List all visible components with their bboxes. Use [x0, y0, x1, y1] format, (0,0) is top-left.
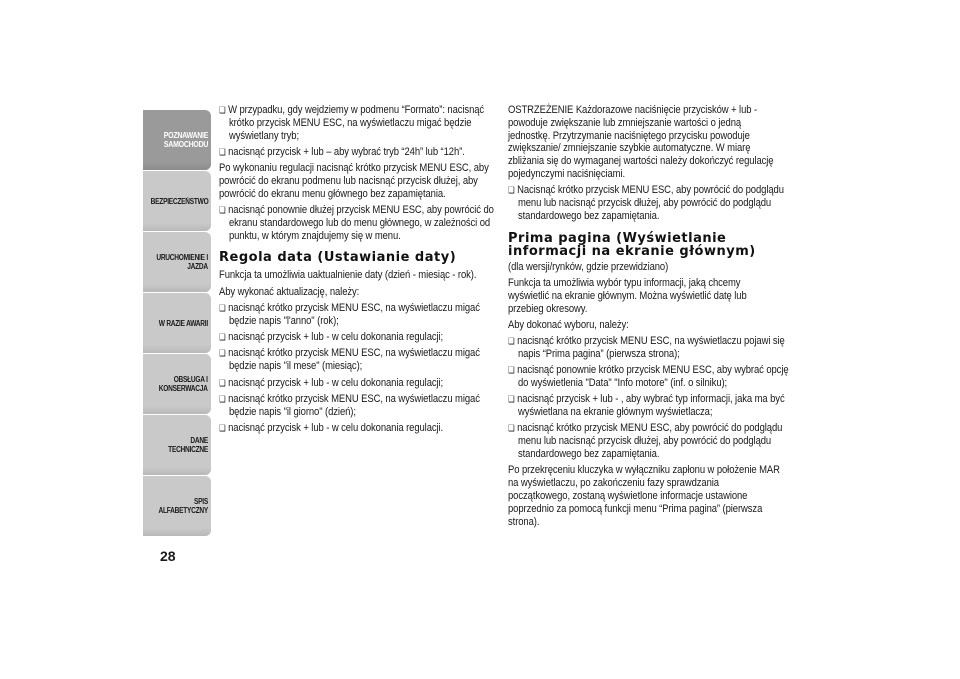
- list-item: ❏ nacisnąć przycisk + lub - w celu dokonania regulacji;: [219, 331, 503, 344]
- paragraph: Po wykonaniu regulacji nacisnąć krótko przycisk MENU ESC, aby powrócić do ekranu podmenu lub nacisnąć przycisk dłużej, aby powrócić do ekranu menu głównego bez zapamiętania.: [219, 162, 489, 200]
- tab-uruchomienie-i-jazda[interactable]: [143, 232, 211, 292]
- paragraph: Funkcja ta umożliwia uaktualnienie daty (dzień - miesiąc - rok).: [219, 269, 477, 282]
- tab-label: DANE TECHNICZNE: [168, 436, 208, 454]
- availability-note: (dla wersji/rynków, gdzie przewidziano): [508, 260, 669, 273]
- section-heading-prima-pagina: Prima pagina (Wyświetlanie informacji na ekranie głównym): [508, 230, 756, 259]
- list-item: ❏ nacisnąć krótko przycisk MENU ESC, na wyświetlaczu pojawi się napis “Prima pagina” (pierwsza strona);: [508, 335, 792, 361]
- list-item: ❏ nacisnąć ponownie dłużej przycisk MENU ESC, aby powrócić do ekranu standardowego lub do menu głównego, w zależności od punktu, w którym znajdujemy się w menu.: [219, 204, 503, 242]
- tab-label: POZNAWANIE SAMOCHODU: [163, 130, 208, 149]
- list-item: ❏ nacisnąć krótko przycisk MENU ESC, na wyświetlaczu migać będzie napis "il giorno" (dzień);: [219, 393, 503, 419]
- tab-bezpieczenstwo[interactable]: [143, 171, 211, 231]
- list-item: ❏ nacisnąć przycisk + lub – aby wybrać tryb “24h” lub “12h”.: [219, 146, 503, 159]
- section-heading-regola-data: Regola data (Ustawianie daty): [219, 250, 457, 266]
- list-item: ❏ nacisnąć ponownie krótko przycisk MENU ESC, aby wybrać opcję do wyświetlenia "Data" "Info motore" (inf. o silniku);: [508, 364, 792, 390]
- left-column: [219, 104, 494, 438]
- tab-label: OBSŁUGA I KONSERWACJA: [159, 375, 208, 393]
- tab-label: SPIS ALFABETYCZNY: [158, 497, 208, 515]
- list-item: ❏ Nacisnąć krótko przycisk MENU ESC, aby powrócić do podglądu menu lub nacisnąć przycisk dłużej, aby powrócić do podglądu standardowego bez zapamiętania.: [508, 184, 792, 222]
- right-column: [508, 104, 789, 532]
- tab-poznawanie-samochodu[interactable]: [143, 110, 211, 170]
- paragraph: Aby dokonać wyboru, należy:: [508, 318, 629, 331]
- chapter-tabs: [143, 110, 211, 537]
- page-number: 28: [160, 548, 176, 564]
- list-item: ❏ nacisnąć przycisk + lub - w celu dokonania regulacji.: [219, 422, 503, 435]
- tab-w-razie-awarii[interactable]: [143, 293, 211, 353]
- tab-obsluga-i-konserwacja[interactable]: [143, 354, 211, 414]
- tab-label: URUCHOMIENIE I JAZDA: [156, 253, 208, 271]
- tab-label: W RAZIE AWARII: [158, 318, 208, 328]
- list-item: ❏ W przypadku, gdy wejdziemy w podmenu “Formato”: nacisnąć krótko przycisk MENU ESC, na wyświetlaczu migać będzie wyświetlany tryb;: [219, 104, 503, 142]
- tab-label: BEZPIECZEŃSTWO: [150, 196, 208, 206]
- tab-dane-techniczne[interactable]: [143, 415, 211, 475]
- warning-paragraph: OSTRZEŻENIE Każdorazowe naciśnięcie przycisków + lub - powoduje zwiększanie lub zmniejszanie wartości o jedną jednostkę. Przytrzymanie naciśniętego przycisku powoduje zwiększanie/ zmniejszanie szybkie automatyczne. W miarę zbliżania się do wymaganej wartości należy dokończyć regulację pojedynczymi naciśnięciami.: [508, 104, 774, 180]
- list-item: ❏ nacisnąć krótko przycisk MENU ESC, na wyświetlaczu migać będzie napis "il mese" (miesiąc);: [219, 347, 503, 373]
- tab-spis-alfabetyczny[interactable]: [143, 476, 211, 536]
- paragraph: Funkcja ta umożliwia wybór typu informacji, jaką chcemy wyświetlić na ekranie głównym. Można wyświetlić datę lub przebieg okresowy.: [508, 276, 747, 315]
- list-item: ❏ nacisnąć przycisk + lub - w celu dokonania regulacji;: [219, 377, 503, 390]
- list-item: ❏ nacisnąć krótko przycisk MENU ESC, aby powrócić do podglądu menu lub nacisnąć przycisk dłużej, aby powrócić do podglądu standardowego bez zapamiętania.: [508, 422, 792, 460]
- paragraph: Po przekręceniu kluczyka w wyłączniku zapłonu w położenie MAR na wyświetlaczu, po zakończeniu fazy sprawdzania początkowego, zostaną wyświetlone informacje ustawione poprzednio za pomocą funkcji menu “Prima pagina” (pierwsza strona).: [508, 464, 780, 528]
- list-item: ❏ nacisnąć krótko przycisk MENU ESC, na wyświetlaczu migać będzie napis "l'anno" (rok);: [219, 302, 503, 328]
- list-item: ❏ nacisnąć przycisk + lub - , aby wybrać typ informacji, jaka ma być wyświetlana na ekranie głównym wyświetlacza;: [508, 393, 792, 419]
- paragraph: Aby wykonać aktualizację, należy:: [219, 285, 360, 298]
